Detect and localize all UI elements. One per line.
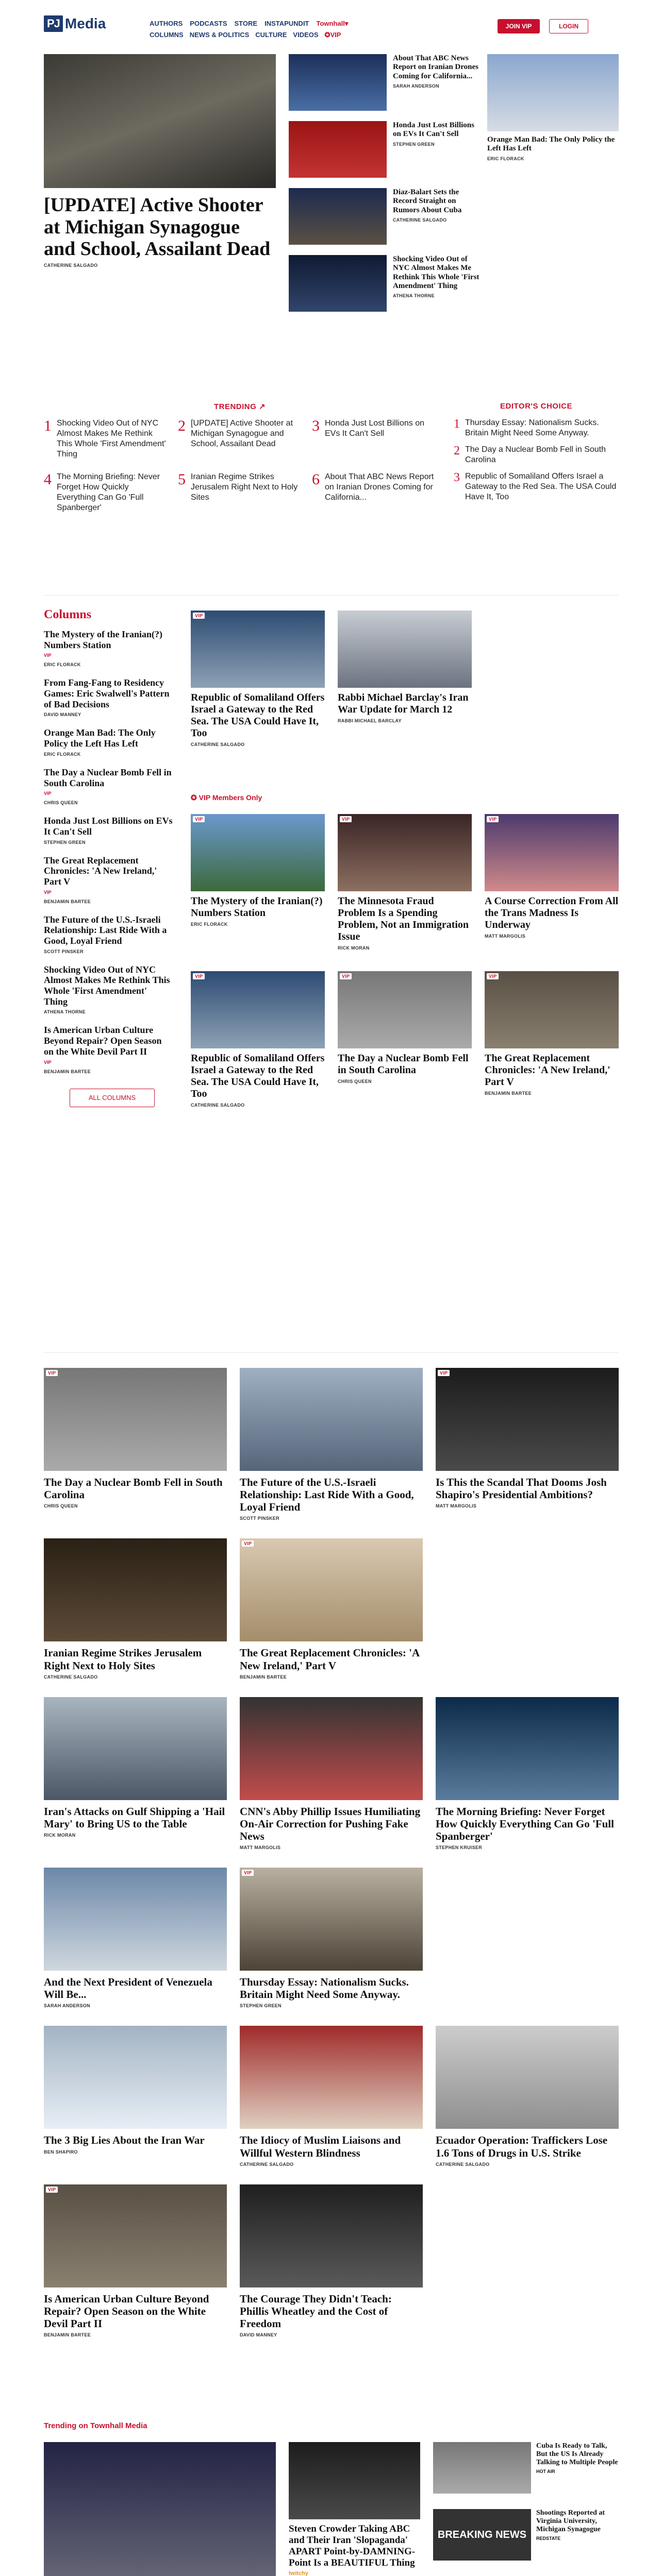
article-image[interactable] — [240, 1538, 423, 1641]
trending-title[interactable]: Shocking Video Out of NYC Almost Makes Me Rethink This Whole 'First Amendment' Thing — [57, 419, 166, 459]
editors-choice — [454, 402, 619, 502]
trending-heading — [44, 402, 436, 411]
member-card[interactable] — [191, 971, 325, 1108]
article-author[interactable]: BENJAMIN BARTEE — [44, 2332, 91, 2338]
member-card-image[interactable] — [485, 971, 619, 1048]
nav-authors[interactable]: AUTHORS — [150, 20, 183, 27]
vip-badge: VIP — [487, 816, 499, 822]
member-card-title[interactable]: The Mystery of the Iranian(?) Numbers Station — [191, 895, 323, 919]
vip-badge: VIP — [242, 1870, 254, 1876]
member-card-title[interactable]: The Great Replacement Chronicles: 'A New Ireland,' Part V — [485, 1053, 610, 1088]
article-grid — [44, 1368, 619, 2337]
vip-badge: VIP — [44, 1059, 52, 1065]
columns-list — [44, 608, 173, 1107]
vip-badge: VIP — [44, 653, 52, 658]
article-title[interactable]: The Courage They Didn't Teach: Phillis Wheatley and the Cost of Freedom — [240, 2292, 392, 2330]
vip-badge: VIP — [46, 1370, 58, 1376]
article-image[interactable] — [44, 2184, 227, 2287]
side-item-author[interactable]: CATHERINE SALGADO — [393, 217, 447, 223]
trending-item[interactable] — [312, 418, 436, 460]
column-item-title[interactable]: From Fang-Fang to Residency Games: Eric Swalwell's Pattern of Bad Decisions — [44, 677, 170, 709]
article-title[interactable]: Thursday Essay: Nationalism Sucks. Britain Might Need Some Anyway. — [240, 1976, 409, 2001]
article-card[interactable] — [240, 2184, 423, 2337]
nav-primary — [150, 20, 348, 28]
article-card[interactable] — [240, 1868, 423, 2008]
members-only-heading — [191, 793, 262, 802]
townhall-side-list — [433, 2442, 619, 2576]
article-title[interactable]: Iran's Attacks on Gulf Shipping a 'Hail Mary' to Bring US to the Table — [44, 1805, 225, 1830]
article-card[interactable] — [44, 1538, 227, 1679]
article-author[interactable]: CATHERINE SALGADO — [240, 2161, 294, 2167]
vip-badge: VIP — [487, 973, 499, 979]
trending-grid — [44, 418, 436, 513]
article-card-empty — [436, 1538, 619, 1679]
editors-item[interactable] — [454, 445, 619, 465]
editors-list — [454, 418, 619, 502]
member-card-title[interactable]: The Day a Nuclear Bomb Fell in South Carolina — [338, 1053, 469, 1076]
column-item-title[interactable]: Honda Just Lost Billions on EVs It Can't Sell — [44, 816, 173, 837]
nav-secondary — [150, 31, 341, 39]
member-card-image[interactable] — [191, 971, 325, 1048]
article-title[interactable]: Is American Urban Culture Beyond Repair? Open Season on the White Devil Part II — [44, 2292, 209, 2330]
article-card[interactable] — [240, 2026, 423, 2166]
column-card[interactable] — [338, 611, 472, 723]
member-card-title[interactable]: Republic of Somaliland Offers Israel a Gateway to the Red Sea. The USA Could Have It, Too — [191, 1053, 325, 1099]
hero-side-list — [289, 54, 479, 332]
vip-badge: VIP — [44, 889, 52, 895]
logo-pj: PJ — [44, 15, 63, 32]
vip-star-icon: ✪ — [324, 31, 330, 39]
member-card-image[interactable] — [338, 814, 472, 891]
article-card[interactable] — [44, 1868, 227, 2008]
side-item-title[interactable]: Diaz-Balart Sets the Record Straight on Rumors About Cuba — [393, 188, 462, 214]
side-item[interactable] — [289, 121, 479, 183]
article-image[interactable] — [240, 1368, 423, 1471]
member-card[interactable] — [191, 814, 325, 951]
trending-title[interactable]: [UPDATE] Active Shooter at Michigan Synagogue and School, Assailant Dead — [191, 419, 293, 448]
townhall-side-image[interactable] — [433, 2442, 531, 2494]
townhall-side-title[interactable]: Cuba Is Ready to Talk, But the US Is Already Talking to Multiple People — [536, 2442, 618, 2467]
side-item-title[interactable]: Honda Just Lost Billions on EVs It Can't Sell — [393, 121, 474, 139]
member-card-author[interactable]: BENJAMIN BARTEE — [485, 1091, 532, 1096]
trending-item[interactable] — [178, 472, 302, 513]
nav-vip[interactable] — [325, 31, 341, 39]
nav-townhall[interactable] — [317, 20, 349, 28]
hero-right-image[interactable] — [487, 54, 619, 131]
member-card-title[interactable]: A Course Correction From All the Trans Madness Is Underway — [485, 895, 619, 930]
article-author[interactable]: MATT MARGOLIS — [240, 1845, 281, 1851]
trending-number: 3 — [312, 417, 320, 434]
column-item[interactable] — [44, 629, 173, 667]
article-card[interactable] — [44, 2184, 227, 2337]
article-author[interactable]: SCOTT PINSKER — [240, 1516, 279, 1521]
trending-number: 2 — [178, 417, 186, 434]
member-card[interactable] — [485, 814, 619, 951]
article-image[interactable] — [240, 1697, 423, 1800]
editors-number: 2 — [454, 444, 460, 457]
townhall-side-item[interactable] — [433, 2442, 619, 2504]
login-button[interactable]: LOGIN — [549, 19, 588, 33]
hero-image[interactable] — [44, 54, 276, 188]
vip-badge: VIP — [44, 791, 52, 796]
townhall-side-title[interactable]: Shootings Reported at Virginia University, Michigan Synagogue — [536, 2509, 605, 2534]
townhall-mid-source[interactable]: twitchy — [289, 2570, 308, 2576]
article-title[interactable]: The Future of the U.S.-Israeli Relationship: Last Ride With a Good, Loyal Friend — [240, 1476, 414, 1514]
article-card[interactable] — [240, 1538, 423, 1679]
join-vip-button[interactable]: JOIN VIP — [498, 19, 540, 33]
article-image[interactable] — [240, 2026, 423, 2129]
member-card[interactable] — [338, 971, 472, 1108]
divider — [44, 1352, 619, 1353]
column-item[interactable] — [44, 914, 173, 954]
article-author[interactable]: CATHERINE SALGADO — [436, 2161, 490, 2167]
trending-arrow-icon: ↗ — [258, 402, 266, 411]
article-card[interactable] — [44, 2026, 227, 2166]
trending-title[interactable]: About That ABC News Report on Iranian Drones Coming for California... — [325, 472, 434, 502]
column-card-author[interactable]: RABBI MICHAEL BARCLAY — [338, 718, 402, 723]
hero-article[interactable] — [44, 54, 276, 268]
column-item[interactable] — [44, 855, 173, 904]
article-title[interactable]: And the Next President of Venezuela Will Be... — [44, 1976, 212, 2001]
editors-title[interactable]: Republic of Somaliland Offers Israel a Gateway to the Red Sea. The USA Could Have It, Too — [465, 472, 617, 501]
vip-badge: VIP — [340, 816, 352, 822]
article-image[interactable] — [44, 1697, 227, 1800]
article-author[interactable]: BEN SHAPIRO — [44, 2149, 78, 2155]
column-item-author[interactable]: ERIC FLORACK — [44, 662, 81, 668]
column-item-author[interactable]: ERIC FLORACK — [44, 751, 81, 757]
nav-news-politics[interactable]: NEWS & POLITICS — [189, 31, 250, 39]
chevron-down-icon: ▾ — [344, 20, 349, 27]
trending-number: 6 — [312, 471, 320, 488]
all-columns-button[interactable]: ALL COLUMNS — [70, 1089, 155, 1107]
column-item-author[interactable]: DAVID MANNEY — [44, 712, 81, 718]
members-only-label: Members Only — [212, 793, 262, 802]
column-card-image[interactable] — [338, 611, 472, 688]
column-item-author[interactable]: BENJAMIN BARTEE — [44, 1069, 91, 1074]
article-card-empty — [436, 1868, 619, 2008]
article-card[interactable] — [436, 1368, 619, 1521]
side-item-image[interactable] — [289, 255, 387, 312]
article-author[interactable]: RICK MORAN — [44, 1832, 76, 1838]
trending-number: 1 — [44, 417, 52, 434]
hero-right-author[interactable]: ERIC FLORACK — [487, 156, 524, 161]
article-image[interactable] — [44, 1368, 227, 1471]
article-title[interactable]: The Morning Briefing: Never Forget How Quickly Everything Can Go 'Full Spanberger' — [436, 1805, 614, 1842]
column-item[interactable] — [44, 964, 173, 1015]
hero-title[interactable]: [UPDATE] Active Shooter at Michigan Synagogue and School, Assailant Dead — [44, 194, 271, 260]
vip-badge: VIP — [193, 816, 205, 822]
article-author[interactable]: DAVID MANNEY — [240, 2332, 277, 2338]
editors-title[interactable]: The Day a Nuclear Bomb Fell in South Carolina — [465, 445, 606, 464]
article-title[interactable]: The 3 Big Lies About the Iran War — [44, 2134, 205, 2147]
editors-choice-heading: EDITOR'S CHOICE — [500, 402, 572, 411]
trending-title[interactable]: Iranian Regime Strikes Jerusalem Right Next to Holy Sites — [191, 472, 298, 502]
article-image[interactable] — [436, 2026, 619, 2129]
article-card[interactable] — [240, 1697, 423, 1850]
townhall-mid-title[interactable]: Steven Crowder Taking ABC and Their Iran 'Slopaganda' APART Point-by-DAMNING-Point Is a BEAUTIFUL Thing — [289, 2523, 416, 2568]
article-image[interactable] — [44, 2026, 227, 2129]
article-author[interactable]: BENJAMIN BARTEE — [240, 1674, 287, 1680]
member-card-author[interactable]: CHRIS QUEEN — [338, 1079, 372, 1084]
side-item-image[interactable] — [289, 188, 387, 245]
article-image[interactable] — [436, 1368, 619, 1471]
trending-item[interactable] — [178, 418, 302, 460]
column-item-author[interactable]: CHRIS QUEEN — [44, 800, 78, 806]
article-card[interactable] — [44, 1697, 227, 1850]
article-title[interactable]: Ecuador Operation: Traffickers Lose 1.6 Tons of Drugs in U.S. Strike — [436, 2134, 608, 2159]
article-image[interactable] — [240, 1868, 423, 1971]
article-title[interactable]: The Great Replacement Chronicles: 'A New Ireland,' Part V — [240, 1647, 420, 1672]
side-item-author[interactable]: SARAH ANDERSON — [393, 83, 439, 89]
article-image[interactable] — [44, 1538, 227, 1641]
vip-badge: VIP — [193, 613, 205, 619]
column-item[interactable] — [44, 677, 173, 717]
townhall-side-source[interactable]: REDSTATE — [536, 2536, 561, 2541]
member-card-image[interactable] — [338, 971, 472, 1048]
vip-badge: VIP — [438, 1370, 450, 1376]
vip-badge: VIP — [340, 973, 352, 979]
column-item-author[interactable]: STEPHEN GREEN — [44, 839, 86, 845]
vip-badge: VIP — [46, 2187, 58, 2193]
hero-right-title[interactable]: Orange Man Bad: The Only Policy the Left Has Left — [487, 135, 615, 153]
side-item-author[interactable]: ATHENA THORNE — [393, 293, 435, 298]
side-item[interactable] — [289, 255, 479, 332]
townhall-side-source[interactable]: HOT AIR — [536, 2469, 555, 2475]
article-image[interactable] — [436, 1697, 619, 1800]
column-card-author[interactable]: CATHERINE SALGADO — [191, 742, 245, 747]
townhall-side-item[interactable] — [433, 2509, 619, 2571]
article-image[interactable] — [44, 1868, 227, 1971]
members-grid — [191, 814, 619, 1108]
member-card[interactable] — [338, 814, 472, 951]
townhall-main-image[interactable] — [44, 2442, 276, 2576]
article-card[interactable] — [436, 1697, 619, 1850]
townhall-mid-image[interactable] — [289, 2442, 420, 2519]
townhall-label: Townhall — [316, 20, 345, 27]
article-author[interactable]: CATHERINE SALGADO — [44, 1674, 98, 1680]
column-item[interactable] — [44, 767, 173, 805]
site-header — [0, 0, 662, 52]
member-card-image[interactable] — [485, 814, 619, 891]
nav-instapundit[interactable]: INSTAPUNDIT — [264, 20, 309, 27]
editors-item[interactable] — [454, 471, 619, 502]
nav-podcasts[interactable]: PODCASTS — [190, 20, 227, 27]
trending-number: 4 — [44, 471, 52, 488]
column-item-title[interactable]: Is American Urban Culture Beyond Repair? Open Season on the White Devil Part II — [44, 1025, 162, 1057]
column-item-title[interactable]: The Day a Nuclear Bomb Fell in South Carolina — [44, 767, 172, 788]
article-author[interactable]: CHRIS QUEEN — [44, 1503, 78, 1509]
column-item-author[interactable]: BENJAMIN BARTEE — [44, 899, 91, 904]
editors-number: 3 — [454, 471, 460, 484]
column-card-title[interactable]: Republic of Somaliland Offers Israel a Gateway to the Red Sea. The USA Could Have It, Too — [191, 692, 325, 739]
hero-author[interactable]: CATHERINE SALGADO — [44, 262, 98, 268]
vip-badge: VIP — [193, 973, 205, 979]
side-item[interactable] — [289, 188, 479, 250]
nav-store[interactable]: STORE — [234, 20, 258, 27]
logo-media: Media — [64, 15, 106, 31]
column-item-title[interactable]: The Great Replacement Chronicles: 'A New Ireland,' Part V — [44, 855, 157, 887]
side-item-title[interactable]: Shocking Video Out of NYC Almost Makes Me Rethink This Whole 'First Amendment' Thing — [393, 255, 479, 290]
article-author[interactable]: SARAH ANDERSON — [44, 2003, 90, 2009]
column-item-author[interactable]: SCOTT PINSKER — [44, 948, 84, 954]
article-title[interactable]: CNN's Abby Phillip Issues Humiliating On-Air Correction for Pushing Fake News — [240, 1805, 421, 1842]
trending-item[interactable] — [44, 418, 168, 460]
column-item-title[interactable]: Orange Man Bad: The Only Policy the Left Has Left — [44, 727, 156, 749]
nav-columns[interactable]: COLUMNS — [150, 31, 184, 39]
column-item-author[interactable]: ATHENA THORNE — [44, 1009, 86, 1015]
trending-item[interactable] — [44, 472, 168, 513]
column-item-title[interactable]: Shocking Video Out of NYC Almost Makes Me Rethink This Whole 'First Amendment' Thing — [44, 964, 170, 1007]
column-item[interactable] — [44, 727, 173, 756]
breaking-news-image[interactable]: BREAKING NEWS — [433, 2509, 531, 2561]
townhall-mid-item[interactable] — [289, 2442, 420, 2576]
side-item-image[interactable] — [289, 54, 387, 111]
side-item-title[interactable]: About That ABC News Report on Iranian Drones Coming for California... — [393, 54, 478, 80]
trending-number: 5 — [178, 471, 186, 488]
trending-section — [44, 402, 436, 513]
column-card[interactable] — [191, 611, 325, 747]
side-item-image[interactable] — [289, 121, 387, 178]
column-card-title[interactable]: Rabbi Michael Barclay's Iran War Update for March 12 — [338, 692, 469, 715]
editors-title[interactable]: Thursday Essay: Nationalism Sucks. Britain Might Need Some Anyway. — [465, 418, 599, 437]
side-item[interactable] — [289, 54, 479, 116]
article-title[interactable]: Is This the Scandal That Dooms Josh Shapiro's Presidential Ambitions? — [436, 1476, 607, 1501]
townhall-heading: Trending on Townhall Media — [44, 2421, 147, 2430]
article-title[interactable]: The Day a Nuclear Bomb Fell in South Carolina — [44, 1476, 223, 1501]
vip-star-icon: ✪ — [191, 793, 199, 802]
trending-label: TRENDING — [213, 402, 257, 411]
divider — [44, 595, 619, 596]
article-author[interactable]: STEPHEN KRUISER — [436, 1845, 483, 1851]
article-card[interactable] — [44, 1368, 227, 1521]
member-card-image[interactable] — [191, 814, 325, 891]
member-card-title[interactable]: The Minnesota Fraud Problem Is a Spending Problem, Not an Immigration Issue — [338, 895, 469, 942]
editors-item[interactable] — [454, 418, 619, 438]
townhall-mid-list — [289, 2442, 420, 2576]
side-item-author[interactable]: STEPHEN GREEN — [393, 141, 435, 147]
trending-title[interactable]: Honda Just Lost Billions on EVs It Can't Sell — [325, 419, 424, 438]
member-card-author[interactable]: RICK MORAN — [338, 945, 370, 951]
member-card-author[interactable]: CATHERINE SALGADO — [191, 1103, 245, 1108]
trending-item[interactable] — [312, 472, 436, 513]
member-card[interactable] — [485, 971, 619, 1108]
columns-heading[interactable]: Columns — [44, 608, 92, 621]
nav-videos[interactable]: VIDEOS — [293, 31, 319, 39]
article-card[interactable] — [436, 2026, 619, 2166]
article-title[interactable]: Iranian Regime Strikes Jerusalem Right Next to Holy Sites — [44, 1647, 202, 1672]
member-card-author[interactable]: ERIC FLORACK — [191, 922, 228, 927]
vip-label: VIP — [330, 31, 341, 39]
townhall-main-article[interactable] — [44, 2442, 276, 2576]
editors-number: 1 — [454, 417, 460, 431]
column-item-title[interactable]: The Future of the U.S.-Israeli Relationship: Last Ride With a Good, Loyal Friend — [44, 914, 167, 946]
vip-badge: VIP — [242, 1540, 254, 1547]
column-item[interactable] — [44, 1025, 173, 1074]
trending-title[interactable]: The Morning Briefing: Never Forget How Quickly Everything Can Go 'Full Spanberger' — [57, 472, 160, 512]
article-author[interactable]: STEPHEN GREEN — [240, 2003, 282, 2009]
column-item[interactable] — [44, 816, 173, 844]
column-item-title[interactable]: The Mystery of the Iranian(?) Numbers Station — [44, 629, 162, 650]
hero-right-article[interactable] — [487, 54, 619, 161]
article-image[interactable] — [240, 2184, 423, 2287]
article-author[interactable]: MATT MARGOLIS — [436, 1503, 477, 1509]
site-logo[interactable] — [44, 13, 106, 34]
member-card-author[interactable]: MATT MARGOLIS — [485, 934, 526, 939]
nav-culture[interactable]: CULTURE — [255, 31, 287, 39]
article-title[interactable]: The Idiocy of Muslim Liaisons and Willful Western Blindness — [240, 2134, 401, 2159]
vip-label: VIP — [198, 793, 210, 802]
column-card-image[interactable] — [191, 611, 325, 688]
article-card[interactable] — [240, 1368, 423, 1521]
